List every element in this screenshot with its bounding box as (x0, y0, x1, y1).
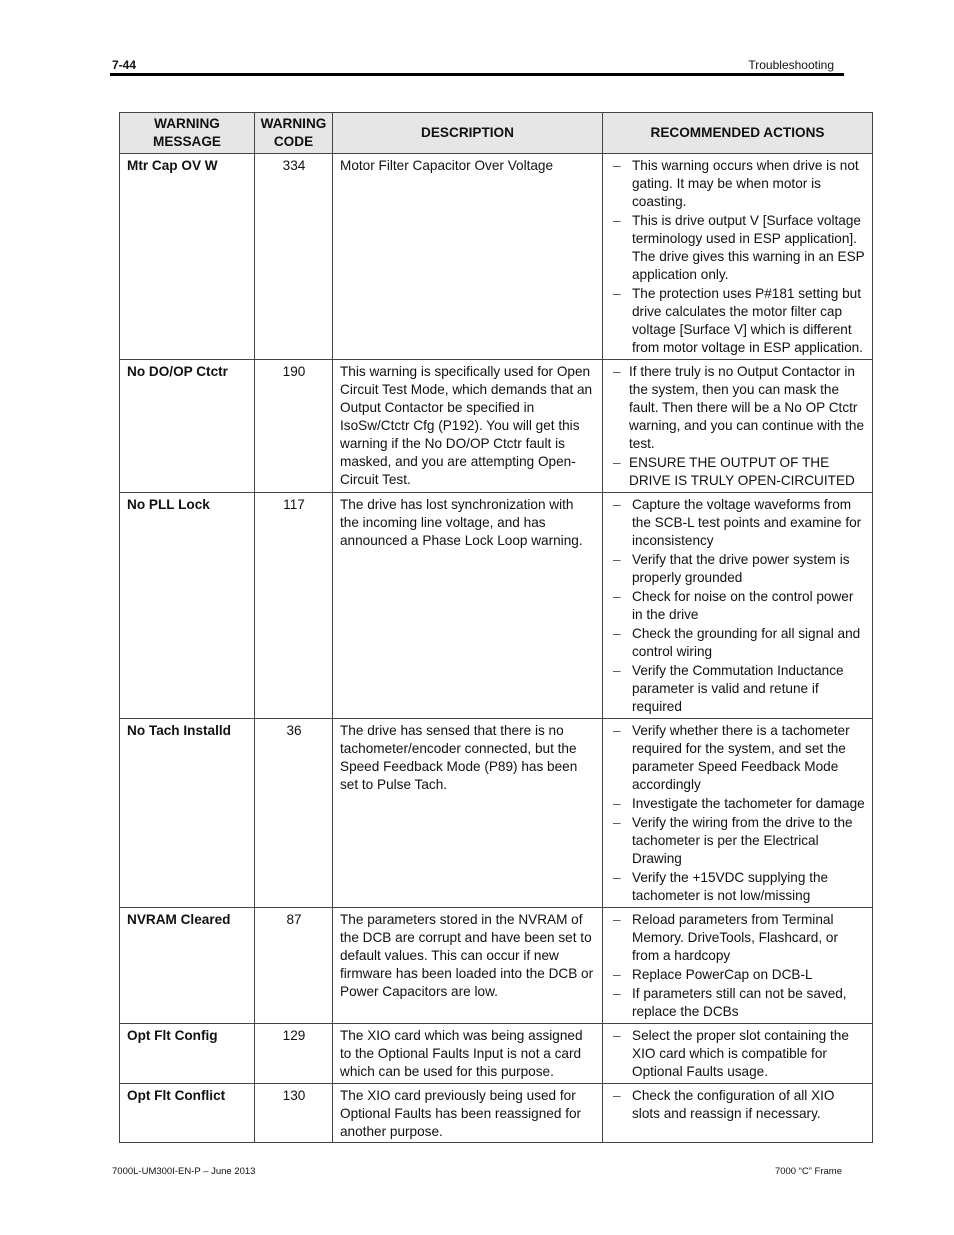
action-item (610, 363, 866, 453)
action-item (610, 551, 866, 587)
column-header-code: WARNING CODE (255, 113, 333, 154)
dash-bullet-icon: – (613, 986, 621, 1001)
warning-code: 117 (255, 493, 333, 719)
action-item (610, 1027, 866, 1081)
dash-bullet-icon: – (613, 626, 621, 641)
action-item (610, 212, 866, 284)
table-row (120, 719, 873, 908)
table-row (120, 1084, 873, 1143)
product-name: 7000 “C” Frame (774, 1166, 842, 1177)
warning-message: Opt Flt Config (120, 1024, 255, 1084)
section-title: Troubleshooting (748, 58, 834, 72)
dash-bullet-icon: – (613, 912, 621, 927)
action-item (610, 1087, 866, 1123)
recommended-actions (603, 493, 873, 719)
table-row (120, 360, 873, 493)
table-header-row (120, 113, 873, 154)
dash-bullet-icon: – (613, 364, 621, 379)
warning-description: The drive has sensed that there is no tachometer/encoder connected, but the Speed Feedback Mode (P89) has been set to Pulse Tach. (333, 719, 603, 908)
action-item (610, 454, 866, 490)
action-item (610, 911, 866, 965)
document-id: 7000L-UM300I-EN-P – June 2013 (112, 1166, 256, 1177)
warning-description: The parameters stored in the NVRAM of the DCB are corrupt and have been set to default values. This can occur if new firmware has been loaded into the DCB or Power Capacitors are low. (333, 908, 603, 1024)
action-text: Verify that the drive power system is properly grounded (632, 552, 850, 585)
recommended-actions (603, 1084, 873, 1143)
action-text: Verify the Commutation Inductance parameter is valid and retune if required (632, 663, 844, 714)
action-text: Select the proper slot containing the XIO card which is compatible for Optional Faults usage. (632, 1028, 849, 1079)
action-item (610, 985, 866, 1021)
dash-bullet-icon: – (613, 286, 621, 301)
recommended-actions (603, 1024, 873, 1084)
action-item (610, 285, 866, 357)
warning-message: No PLL Lock (120, 493, 255, 719)
action-item (610, 814, 866, 868)
recommended-actions (603, 154, 873, 360)
warning-code: 87 (255, 908, 333, 1024)
action-text: This is drive output V [Surface voltage terminology used in ESP application]. The drive gives this warning in an ESP application only. (632, 213, 865, 282)
action-text: Investigate the tachometer for damage (632, 796, 865, 811)
action-item (610, 662, 866, 716)
dash-bullet-icon: – (613, 497, 621, 512)
header-rule (110, 73, 844, 76)
warning-table (119, 112, 873, 1143)
page-number: 7-44 (112, 58, 137, 72)
recommended-actions (603, 360, 873, 493)
recommended-actions (603, 908, 873, 1024)
action-text: Capture the voltage waveforms from the SCB-L test points and examine for inconsistency (632, 497, 862, 548)
action-text: Verify the wiring from the drive to the tachometer is per the Electrical Drawing (632, 815, 853, 866)
action-text: Verify the +15VDC supplying the tachometer is not low/missing (632, 870, 829, 903)
dash-bullet-icon: – (613, 455, 621, 470)
warning-description: The drive has lost synchronization with the incoming line voltage, and has announced a Phase Lock Loop warning. (333, 493, 603, 719)
action-text: The protection uses P#181 setting but drive calculates the motor filter cap voltage [Surface V] which is different from motor voltage in ESP application. (632, 286, 863, 355)
column-header-message: WARNING MESSAGE (120, 113, 255, 154)
dash-bullet-icon: – (613, 663, 621, 678)
warning-code: 334 (255, 154, 333, 360)
action-text: Check the configuration of all XIO slots and reassign if necessary. (632, 1088, 835, 1121)
warning-message: Mtr Cap OV W (120, 154, 255, 360)
action-text: Verify whether there is a tachometer required for the system, and set the parameter Speed Feedback Mode accordingly (632, 723, 850, 792)
dash-bullet-icon: – (613, 158, 621, 173)
dash-bullet-icon: – (613, 967, 621, 982)
warning-code: 36 (255, 719, 333, 908)
warning-description: The XIO card previously being used for Optional Faults has been reassigned for another purpose. (333, 1084, 603, 1143)
action-item (610, 625, 866, 661)
action-item (610, 869, 866, 905)
dash-bullet-icon: – (613, 796, 621, 811)
action-item (610, 722, 866, 794)
dash-bullet-icon: – (613, 723, 621, 738)
table-row (120, 1024, 873, 1084)
action-item (610, 588, 866, 624)
warning-code: 129 (255, 1024, 333, 1084)
action-text: Check the grounding for all signal and control wiring (632, 626, 861, 659)
action-text: If parameters still can not be saved, replace the DCBs (632, 986, 847, 1019)
action-text: Check for noise on the control power in the drive (632, 589, 854, 622)
action-item (610, 795, 866, 813)
dash-bullet-icon: – (613, 1028, 621, 1043)
dash-bullet-icon: – (613, 213, 621, 228)
action-text: Replace PowerCap on DCB-L (632, 967, 813, 982)
dash-bullet-icon: – (613, 870, 621, 885)
dash-bullet-icon: – (613, 589, 621, 604)
warning-code: 130 (255, 1084, 333, 1143)
warning-message: No DO/OP Ctctr (120, 360, 255, 493)
recommended-actions (603, 719, 873, 908)
warning-message: NVRAM Cleared (120, 908, 255, 1024)
table-row (120, 493, 873, 719)
action-text: If there truly is no Output Contactor in the system, then you can mask the fault. Then there will be a No OP Ctctr warning, and you can continue with the test. (629, 364, 865, 451)
action-item (610, 496, 866, 550)
warning-message: No Tach Installd (120, 719, 255, 908)
dash-bullet-icon: – (613, 552, 621, 567)
dash-bullet-icon: – (613, 1088, 621, 1103)
table-row (120, 908, 873, 1024)
action-text: This warning occurs when drive is not gating. It may be when motor is coasting. (632, 158, 859, 209)
warning-description: The XIO card which was being assigned to the Optional Faults Input is not a card which can be used for this purpose. (333, 1024, 603, 1084)
action-item (610, 157, 866, 211)
warning-code: 190 (255, 360, 333, 493)
dash-bullet-icon: – (613, 815, 621, 830)
warning-description: This warning is specifically used for Open Circuit Test Mode, which demands that an Output Contactor be specified in IsoSw/Ctctr Cfg (P192). You will get this warning if the No DO/OP Ctctr fault is masked, and you are attempting Open-Circuit Test. (333, 360, 603, 493)
table-row (120, 154, 873, 360)
column-header-actions: RECOMMENDED ACTIONS (603, 113, 873, 154)
action-item (610, 966, 866, 984)
column-header-description: DESCRIPTION (333, 113, 603, 154)
action-text: ENSURE THE OUTPUT OF THE DRIVE IS TRULY OPEN-CIRCUITED (629, 455, 855, 488)
warning-message: Opt Flt Conflict (120, 1084, 255, 1143)
action-text: Reload parameters from Terminal Memory. DriveTools, Flashcard, or from a hardcopy (632, 912, 838, 963)
warning-description: Motor Filter Capacitor Over Voltage (333, 154, 603, 360)
